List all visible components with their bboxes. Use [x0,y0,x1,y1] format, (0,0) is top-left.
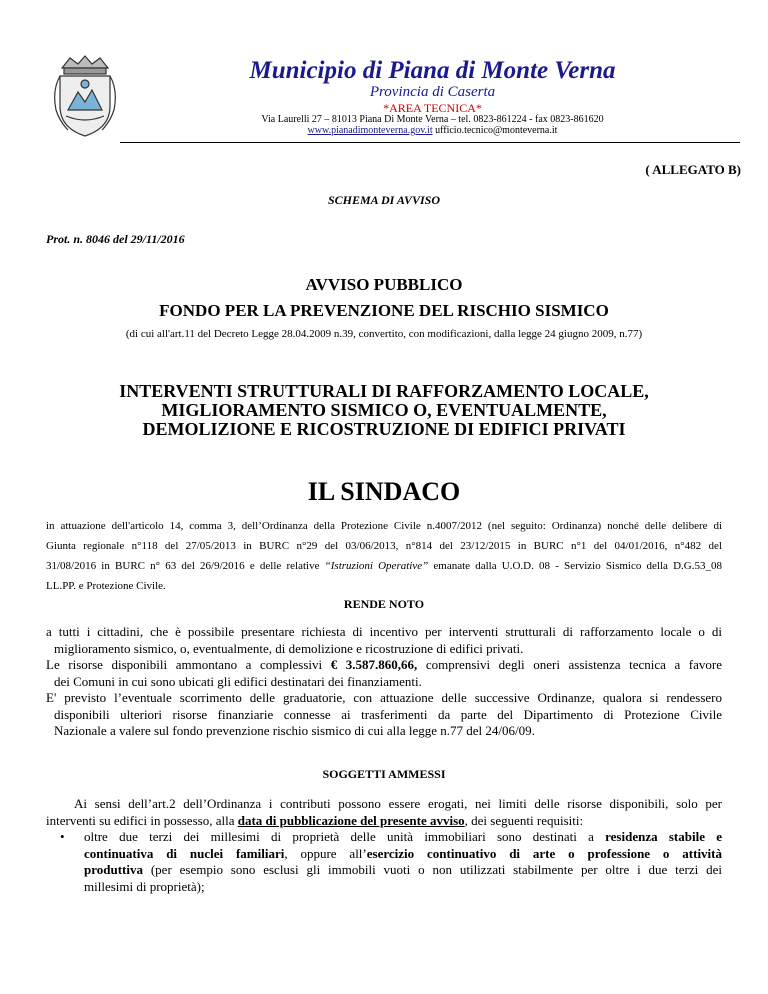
paragraph-line: Nazionale a valere sul fondo prevenzione rischio sismico di cui alla legge n.77 del 24/06/09. [54,723,535,738]
list-item [46,829,722,895]
paragraph-line: disponibili ulteriori risorse finanziarie connesse ai trasferimenti da parte del Dipartimento di Protezione Civile [54,706,722,722]
website-link[interactable]: www.pianadimonteverna.gov.it [307,125,433,136]
address-line: Via Laurelli 27 – 81013 Piana Di Monte Verna – tel. 0823-861224 - fax 0823-861620 [261,114,604,125]
paragraph-line: a tutti i cittadini, che è possibile presentare richiesta di incentivo per interventi strutturali di rafforzamento locale o di [46,624,722,639]
text-span: interventi su edifici in possesso, alla [46,812,238,828]
email-text: ufficio.tecnico@monteverna.it [435,125,558,136]
text-span: residenza stabile e [605,829,723,844]
attachment-label: ( ALLEGATO B) [645,162,741,177]
text-span: , oppure all’ [284,845,367,861]
text-span: (per esempio sono esclusi gli immobili vuoti o non utilizzati stabilmente per oltre i due terzi dei [143,862,722,877]
eligible-body [46,796,722,895]
interventions-heading [84,382,684,439]
announcement-heading: RENDE NOTO [343,597,425,611]
area-label: *AREA TECNICA* [383,101,482,115]
province-label: Provincia di Caserta [369,84,496,100]
paragraph-line [46,813,722,830]
paragraph-line [84,846,722,863]
bullet-icon: • [60,829,65,844]
paragraph-line [84,862,722,879]
paragraph-line: millesimi di proprietà); [84,878,205,894]
contact-line [200,125,665,136]
paragraph-line: LL.PP. e Protezione Civile. [46,580,166,592]
text-span: comprensivi degli oneri assistenza tecnica a favore [417,657,722,672]
amount-text: € 3.587.860,66, [330,657,418,672]
fund-title: FONDO PER LA PREVENZIONE DEL RISCHIO SISMICO [159,301,609,320]
text-span: , dei seguenti requisiti: [464,812,584,828]
text-span: esercizio continuativo di arte o professione o attività [366,845,722,861]
paragraph-line: miglioramento sismico, o, eventualmente, di demolizione e ricostruzione di edifici privati. [54,640,524,656]
legal-basis-paragraph [46,516,722,596]
header-divider [120,142,740,143]
paragraph-line: in attuazione dell'articolo 14, comma 3, dell’Ordinanza della Protezione Civile n.4007/2012 (nel seguito: Ordinanza) nonché delle delibere di [46,520,722,532]
fund-reference: (di cui all'art.11 del Decreto Legge 28.04.2009 n.39, convertito, con modificazioni, dalla legge 24 giugno 2009, n.77) [125,328,643,340]
paragraph-line: Ai sensi dell’art.2 dell’Ordinanza i contributi possono essere erogati, nei limiti delle risorse disponibili, solo per [74,796,722,811]
paragraph-line [84,829,722,846]
paragraph-line: dei Comuni in cui sono ubicati gli edifici destinatari dei finanziamenti. [54,673,422,689]
text-span: continuativa di nuclei familiari [84,845,285,861]
text-span: 31/08/2016 in BURC n° 63 del 26/9/2016 e delle relative [46,560,325,572]
text-span: emanate dalla U.O.D. 08 - Servizio Sismico della D.G.53_08 [428,560,722,572]
paragraph-line: Giunta regionale n°118 del 27/05/2013 in BURC n°29 del 03/06/2013, n°814 del 23/12/2015 in BURC n°1 del 04/01/2016, n°482 del [46,540,722,552]
notice-title: AVVISO PUBBLICO [305,275,463,294]
text-span: Le risorse disponibili ammontano a complessivi [46,657,331,672]
interventions-line: MIGLIORAMENTO SISMICO O, EVENTUALMENTE, [161,400,607,420]
interventions-line: DEMOLIZIONE E RICOSTRUZIONE DI EDIFICI PRIVATI [142,419,626,439]
schema-label: SCHEMA DI AVVISO [327,193,441,207]
paragraph-line: E' previsto l’eventuale scorrimento delle graduatorie, con attuazione delle successive Ordinanze, qualora si rendessero [46,690,722,705]
mayor-heading: IL SINDACO [307,477,461,506]
text-span: oltre due terzi dei millesimi di proprietà delle unità immobiliari sono destinati a [84,829,606,844]
interventions-line: INTERVENTI STRUTTURALI DI RAFFORZAMENTO LOCALE, [119,381,649,401]
text-span: data di pubblicazione del presente avviso [237,812,465,828]
text-span: “Istruzioni Operative” [324,560,429,572]
protocol-number: Prot. n. 8046 del 29/11/2016 [46,232,185,246]
paragraph-line [46,556,722,576]
announcement-body [46,624,722,740]
paragraph-line [46,657,722,674]
text-span: produttiva [84,862,143,877]
municipal-crest-icon [50,50,120,140]
municipality-title: Municipio di Piana di Monte Verna [249,57,616,84]
eligible-heading: SOGGETTI AMMESSI [322,767,446,781]
